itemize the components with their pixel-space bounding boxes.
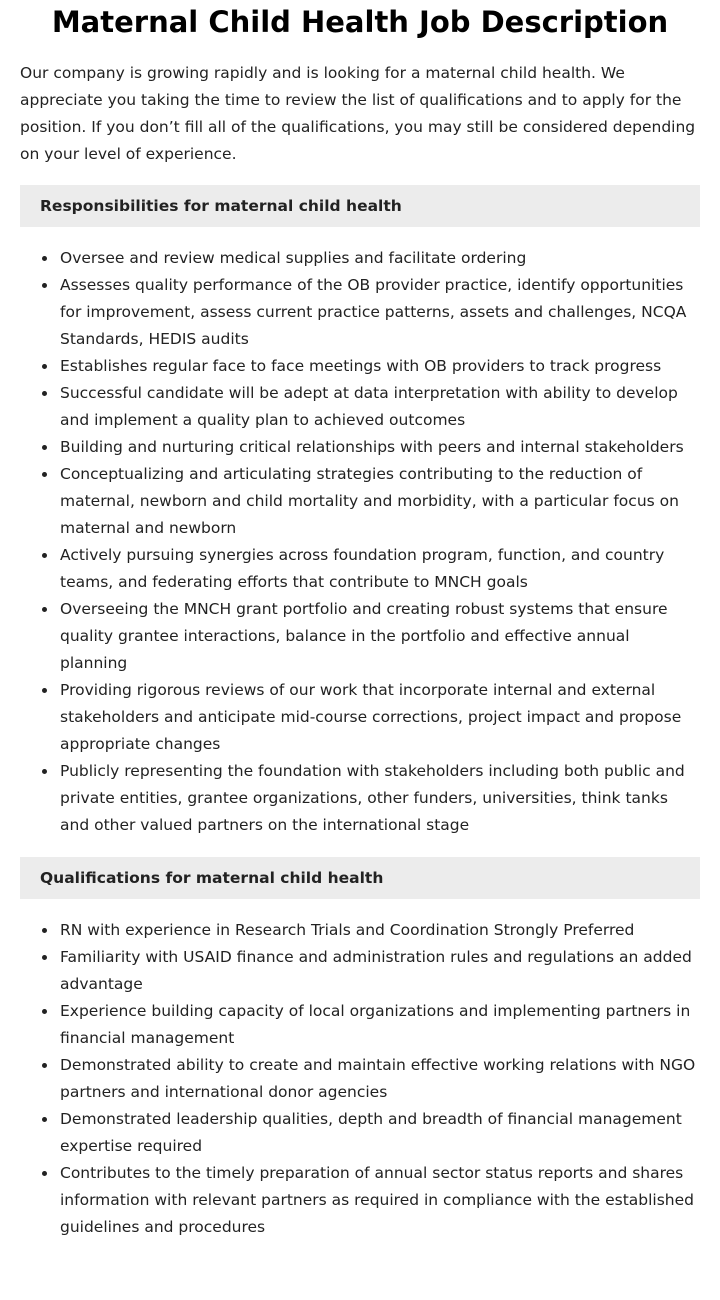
list-item: Establishes regular face to face meetings with OB providers to track progress [60, 353, 700, 380]
list-item: Contributes to the timely preparation of annual sector status reports and shares information with relevant partners as required in compliance with the established guidelines and procedures [60, 1160, 700, 1241]
list-item: Demonstrated leadership qualities, depth and breadth of financial management expertise required [60, 1106, 700, 1160]
responsibilities-list [20, 245, 700, 839]
intro-paragraph: Our company is growing rapidly and is looking for a maternal child health. We appreciate you taking the time to review the list of qualifications and to apply for the position. If you don’t fill all of the qualifications, you may still be considered depending on your level of experience. [20, 64, 696, 163]
list-item: Overseeing the MNCH grant portfolio and creating robust systems that ensure quality grantee interactions, balance in the portfolio and effective annual planning [60, 596, 700, 677]
list-item: Familiarity with USAID finance and administration rules and regulations an added advantage [60, 944, 700, 998]
list-item: Successful candidate will be adept at data interpretation with ability to develop and implement a quality plan to achieved outcomes [60, 380, 700, 434]
list-item: Publicly representing the foundation with stakeholders including both public and private entities, grantee organizations, other funders, universities, think tanks and other valued partners on the international stage [60, 758, 700, 839]
qualifications-list [20, 917, 700, 1241]
list-item: RN with experience in Research Trials and Coordination Strongly Preferred [60, 917, 700, 944]
qualifications-heading: Qualifications for maternal child health [20, 857, 700, 899]
list-item: Building and nurturing critical relationships with peers and internal stakeholders [60, 434, 700, 461]
responsibilities-heading: Responsibilities for maternal child health [20, 185, 700, 227]
list-item: Assesses quality performance of the OB provider practice, identify opportunities for improvement, assess current practice patterns, assets and challenges, NCQA Standards, HEDIS audits [60, 272, 700, 353]
page-title: Maternal Child Health Job Description [51, 5, 669, 39]
list-item: Providing rigorous reviews of our work that incorporate internal and external stakeholders and anticipate mid-course corrections, project impact and propose appropriate changes [60, 677, 700, 758]
list-item: Demonstrated ability to create and maintain effective working relations with NGO partners and international donor agencies [60, 1052, 700, 1106]
list-item: Actively pursuing synergies across foundation program, function, and country teams, and federating efforts that contribute to MNCH goals [60, 542, 700, 596]
list-item: Conceptualizing and articulating strategies contributing to the reduction of maternal, newborn and child mortality and morbidity, with a particular focus on maternal and newborn [60, 461, 700, 542]
list-item: Oversee and review medical supplies and facilitate ordering [60, 245, 700, 272]
list-item: Experience building capacity of local organizations and implementing partners in financial management [60, 998, 700, 1052]
